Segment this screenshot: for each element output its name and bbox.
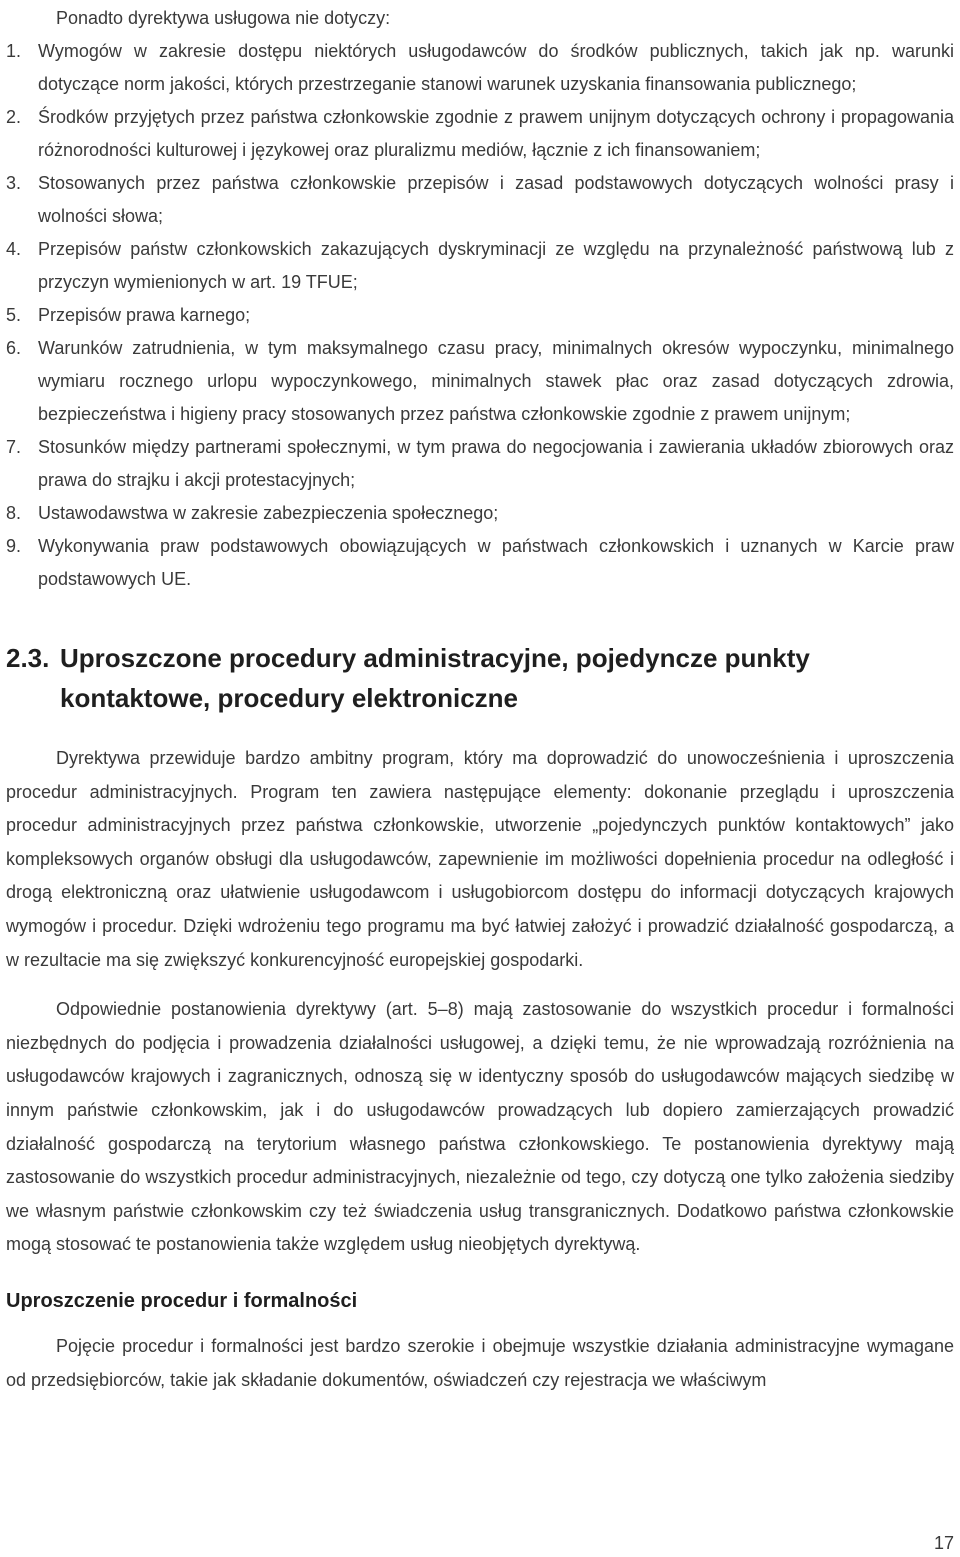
list-item-number: 3. [6,173,22,193]
list-item [6,497,954,530]
list-item-text: Warunków zatrudnienia, w tym maksymalnego czasu pracy, minimalnych okresów wypoczynku, minimalnego wymiaru rocznego urlopu wypoczynkowego, minimalnych stawek płac oraz zasad dotyczących zdrowia, bezpieczeństwa i higieny pracy stosowanych przez państwa członkowskie zgodnie z prawem unijnym; [38,338,954,424]
list-item [6,431,954,497]
list-item [6,167,954,233]
document-page [6,0,954,1413]
list-item [6,332,954,431]
body-paragraph: Pojęcie procedur i formalności jest bardzo szerokie i obejmuje wszystkie działania administracyjne wymagane od przedsiębiorców, takie jak składanie dokumentów, oświadczeń czy rejestracja we właściwym [6,1335,954,1390]
body-paragraph: Dyrektywa przewiduje bardzo ambitny program, który ma doprowadzić do unowocześnienia i uproszczenia procedur administracyjnych. Program ten zawiera następujące elementy: dokonanie przeglądu i uproszczenia procedur administracyjnych przez państwa członkowskie, utworzenie „pojedynczych punktów kontaktowych” jako kompleksowych organów obsługi dla usługodawców, zapewnienie im możliwości dopełnienia procedur na odległość i drogą elektroniczną oraz ułatwienie usługodawcom i usługobiorcom dostępu do informacji dotyczących krajowych wymogów i procedur. Dzięki wdrożeniu tego programu ma być łatwiej założyć i prowadzić działalność gospodarczą, a w rezultacie ma się zwiększyć konkurencyjność europejskiej gospodarki. [6,748,954,970]
intro-text: Ponadto dyrektywa usługowa nie dotyczy: [56,8,391,28]
list-item-number: 4. [6,239,22,259]
section-number: 2.3. [6,643,50,673]
list-item-text: Stosunków między partnerami społecznymi, w tym prawa do negocjowania i zawierania układów zbiorowych oraz prawa do strajku i akcji protestacyjnych; [38,437,954,490]
exclusions-list [6,35,954,596]
list-item-number: 6. [6,338,22,358]
list-item-text: Wykonywania praw podstawowych obowiązujących w państwach członkowskich i uznanych w Karcie praw podstawowych UE. [38,536,954,589]
list-item [6,233,954,299]
list-item-text: Przepisów państw członkowskich zakazujących dyskryminacji ze względu na przynależność państwową lub z przyczyn wymienionych w art. 19 TFUE; [38,239,954,292]
section-heading [6,638,954,718]
section-title: Uproszczone procedury administracyjne, pojedyncze punkty kontaktowe, procedury elektroniczne [60,643,810,713]
list-item [6,299,954,332]
page-number: 17 [933,1533,954,1553]
list-item-number: 5. [6,305,22,325]
list-item-text: Wymogów w zakresie dostępu niektórych usługodawców do środków publicznych, takich jak np. warunki dotyczące norm jakości, których przestrzeganie stanowi warunek uzyskania finansowania publicznego; [38,41,954,94]
subheading: Uproszczenie procedur i formalności [6,1289,358,1312]
list-item-number: 8. [6,503,22,523]
list-item-number: 9. [6,536,22,556]
list-item-number: 7. [6,437,22,457]
list-item-number: 2. [6,107,22,127]
list-item-text: Stosowanych przez państwa członkowskie przepisów i zasad podstawowych dotyczących wolności prasy i wolności słowa; [38,173,954,226]
list-item [6,530,954,596]
list-item-text: Środków przyjętych przez państwa członkowskie zgodnie z prawem unijnym dotyczących ochrony i propagowania różnorodności kulturowej i językowej oraz pluralizmu mediów, łącznie z ich finansowaniem; [38,107,954,160]
list-item-text: Przepisów prawa karnego; [38,305,251,325]
list-item-number: 1. [6,41,22,61]
list-item-text: Ustawodawstwa w zakresie zabezpieczenia społecznego; [38,503,499,523]
body-paragraph: Odpowiednie postanowienia dyrektywy (art. 5–8) mają zastosowanie do wszystkich procedur i formalności niezbędnych do podjęcia i prowadzenia działalności usługowej, a dzięki temu, że nie wprowadzają rozróżnienia na usługodawców krajowych i zagranicznych, odnoszą się w identyczny sposób do usługodawców mających siedzibę w innym państwie członkowskim, jak i do usługodawców prowadzących lub dopiero zamierzających prowadzić działalność gospodarczą na terytorium własnego państwa członkowskiego. Te postanowienia dyrektywy mają zastosowanie do wszystkich procedur administracyjnych, niezależnie od tego, czy dotyczą one tylko założenia siedziby we własnym państwie członkowskim czy też świadczenia usług transgranicznych. Dodatkowo państwa członkowskie mogą stosować te postanowienia także względem usług nieobjętych dyrektywą. [6,999,954,1255]
list-item [6,101,954,167]
list-item [6,35,954,101]
